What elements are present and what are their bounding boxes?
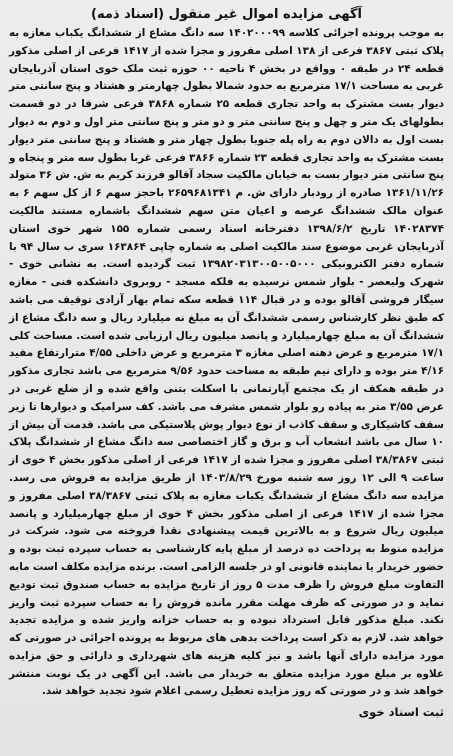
notice-title: آگهی مزایده اموال غیر منقول (اسناد ذمه) [91, 7, 362, 22]
notice-body: به موجب پرونده اجرائی کلاسه ۱۴۰۲۰۰۰۹۹ سه دانگ مشاع از ششدانگ یکباب مغازه به پلاک ثبتی ۳۸۶۷ فرعی از ۱۳۸ اصلی مفروز و مجزا شده از ۱۴۱۷ فرعی از اصلی مذکور قطعه ۲۴ در طبقه ۰ وواقع در بخش ۴ ناحیه ۰۰ حوزه ثبت ملک خوی استان آذربایجان غربی به مساحت ۱۷/۱ مترمربع به حدود شمالا بطول چهارمتر و هشتاد و پنج سانتی متر دیوار بست مشترک به واحد تجاری قطعه ۲۵ شماره ۳۸۶۸ فرعی شرقا در دو قسمت بطولهای یک متر و چهل و پنج سانتی متر و دو متر و پنج سانتی متر اول و دوم به دیوار بست اول به دالان دوم به راه پله جنوبا بطول چهار متر و هشتاد و پنج سانتی متر دیوار بست مشترک به واحد تجاری قطعه ۲۳ شماره ۳۸۶۶ فرعی غربا بطول سه متر و پنجاه و پنج سانتی متر دیوار بست به خیابان مالکیت سجاد آقالو فرزند کریم به ش. ش ۳۶ متولد ۱۳۶۱/۱۱/۲۶ صادره از رودبار دارای ش. م ۲۶۵۹۶۸۱۳۴۱ باحجز سهم ۶ از کل سهم ۶ به عنوان مالک ششدانگ عرصه و اعیان متن سهم ششدانگ باشماره مستند مالکیت ۱۴۰۲۸۳۷۴ تاریخ ۱۳۹۸/۶/۲ دفترخانه اسناد رسمی شماره ۱۵۵ شهر خوی استان آذربایجان غربی موضوع سند مالکیت اصلی به شماره چاپی ۱۶۳۸۶۴ سری ب سال ۹۴ با شماره دفتر الکترونیکی ۱۳۹۸۲۰۳۱۳۰۰۵۰۰۵۰۰۰ ثبت گردیده است. به نشانی خوی - شهرک ولیعصر - بلوار شمس نرسیده به فلکه مسجد - روبروی دانشکده فنی - مغازه سیگار فروشی آقالو بوده و در قبال ۱۱۴ قطعه سکه تمام بهار آزادی توقیف می باشد که طبق نظر کارشناس رسمی ششدانگ آن به مبلغ نه میلیارد ریال و سه دانگ مشاع از ششدانگ آن به مبلغ چهارمیلیارد و پانصد میلیون ریال ارزیابی شده است. مساحت کلی ۱۷/۱ مترمربع و عرض دهنه اصلی مغازه ۳ مترمربع و عرض داخلی ۴/۵۵ مترارتفاع مفید ۴/۱۶ متر بوده و دارای نیم طبقه به مساحت حدود ۹/۵۶ مترمربع می باشد تجاری مذکور در طبقه همکف از یک مجتمع آپارتمانی با اسکلت بتنی واقع شده و از ضلع غربی در عرض ۳/۵۵ متر به پیاده رو بلوار شمس مشرف می باشد. کف سرامیک و دیوارها تا زیر سقف کاشیکاری و سقف کاذب از نوع دیوار پوش پلاستیکی می باشد. قدمت آن بیش از ۱۰ سال می باشد انشعاب آب و برق و گاز اختصاصی سه دانگ مشاع از ششدانگ پلاک ثبتی ۳۸/۳۸۶۷ اصلی مفروز و مجزا شده از ۱۴۱۷ فرعی از اصلی مذکور بخش ۴ خوی از ساعت ۹ الی ۱۲ روز سه شنبه مورخ ۱۴۰۳/۸/۲۹ از طریق مزایده به فروش می رسد. مزایده سه دانگ مشاع از ششدانگ یکباب مغازه به پلاک ثبتی ۳۸/۳۸۶۷ اصلی مفروز و مجزا شده از ۱۴۱۷ فرعی از اصلی مذکور بخش ۴ خوی از مبلغ چهارمیلیارد و پانصد میلیون ریال شروع و به بالاترین قیمت پیشنهادی نقدا فروخته می شود. شرکت در مزایده منوط به پرداخت ده درصد از مبلغ پایه کارشناسی به حساب سپرده ثبت بوده و حضور خریدار یا نماینده قانونی او در جلسه الزامی است. برنده مزایده مکلف است مابه التفاوت مبلغ فروش را ظرف مدت ۵ روز از تاریخ مزایده به حساب صندوق ثبت تودیع نماید و در صورتی که ظرف مهلت مقرر مانده فروش را به حساب سپرده ثبت واریز نکند. مبلغ مذکور قابل استرداد نبوده و به حساب خزانه واریز شده و مزایده تجدید خواهد شد. لازم به ذکر است پرداخت بدهی های مربوط به پرونده اجرائی در صورتی که مورد مزایده دارای آنها باشد و نیز کلیه هزینه های شهرداری و دارائی و حق مزایده علاوه بر مبلغ مورد مزایده متعلق به خریدار می باشد. این آگهی در یک نوبت منتشر خواهد شد و در صورتی که روز مزایده تعطیل رسمی اعلام شود تجدید خواهد شد. [9, 27, 445, 698]
notice-signature: ثبت اسناد خوی [358, 705, 444, 720]
